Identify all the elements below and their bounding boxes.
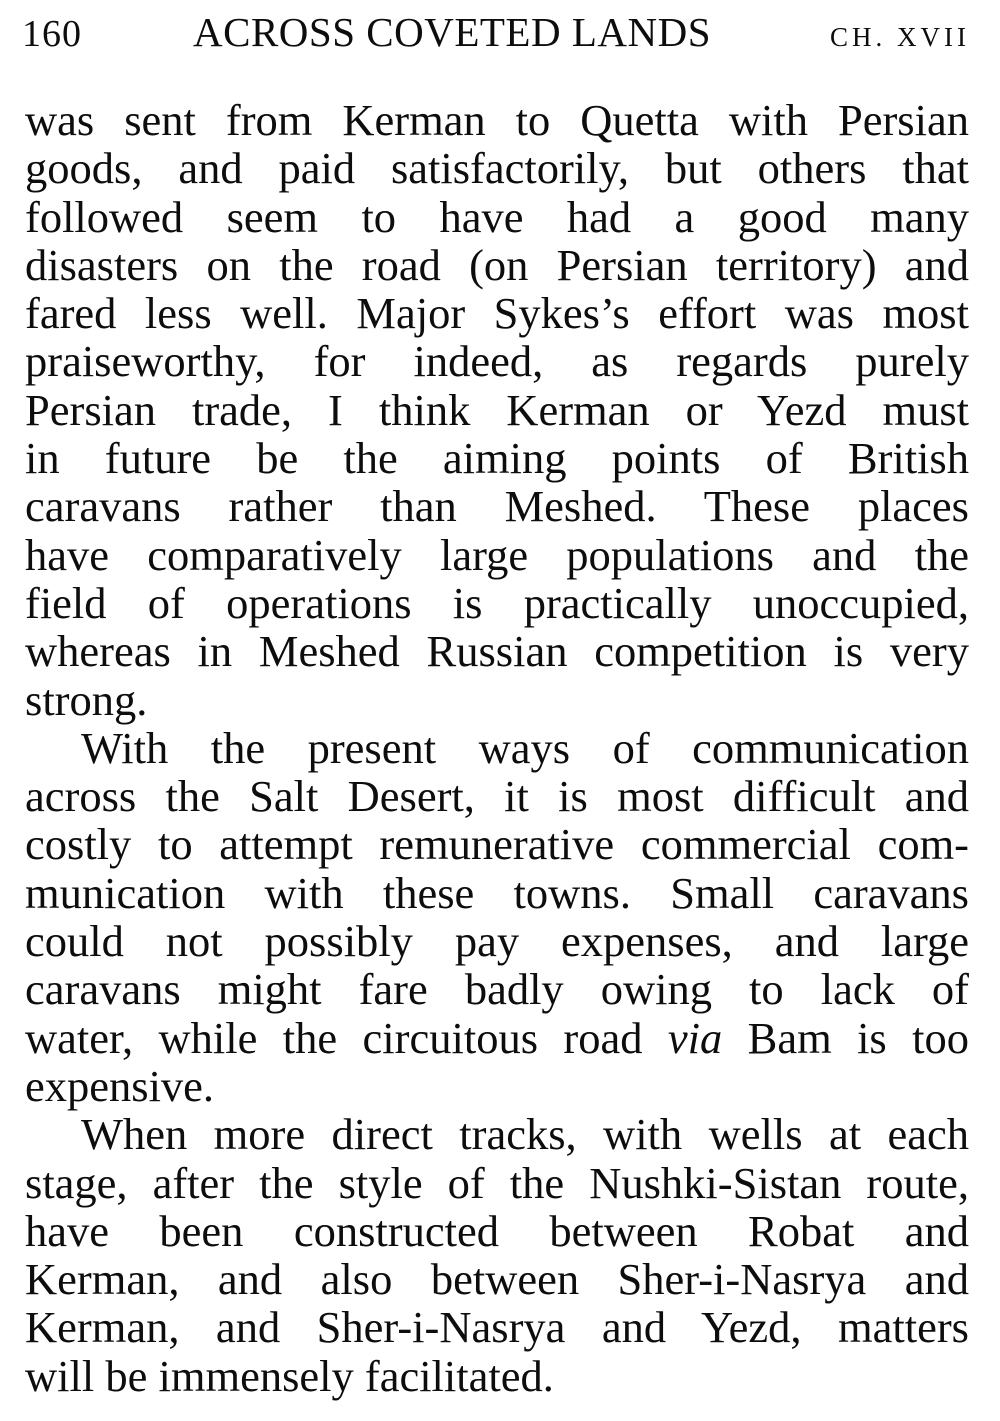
- text-line: expensive.: [25, 1060, 215, 1111]
- text-line-with-italic: [25, 1014, 969, 1062]
- paragraph-3: [25, 1110, 969, 1400]
- text-line: was sent from Kerman to Quetta with Persian: [25, 95, 969, 145]
- paragraph-2: [25, 724, 969, 1110]
- body-text: [25, 96, 969, 1400]
- text-line: caravans might fare badly owing to lack of: [25, 964, 969, 1015]
- text-line: stage, after the style of the Nushki-Sistan route,: [25, 1157, 969, 1208]
- text-segment: Bam is too: [722, 1012, 969, 1063]
- text-line: followed seem to have had a good many: [25, 191, 969, 242]
- text-line: strong.: [25, 674, 148, 725]
- text-line: whereas in Meshed Russian competition is very: [25, 626, 969, 677]
- text-line: will be immensely facilitated.: [25, 1350, 554, 1401]
- text-line: could not possibly pay expenses, and large: [25, 916, 969, 967]
- text-segment: water, while the circuitous road: [25, 1012, 668, 1063]
- text-line: Persian trade, I think Kerman or Yezd must: [25, 384, 969, 435]
- text-line: caravans rather than Meshed. These places: [25, 481, 969, 532]
- text-line: in future be the aiming points of British: [25, 433, 969, 484]
- chapter-reference: CH. XVII: [830, 22, 970, 52]
- text-line: have been constructed between Robat and: [25, 1205, 969, 1256]
- text-line: fared less well. Major Sykes’s effort was most: [25, 288, 969, 339]
- running-title: ACROSS COVETED LANDS: [193, 9, 711, 55]
- text-line: Kerman, and also between Sher-i-Nasrya and: [25, 1254, 969, 1305]
- text-line: Kerman, and Sher-i-Nasrya and Yezd, matters: [25, 1302, 969, 1353]
- text-line: disasters on the road (on Persian territory) and: [25, 239, 969, 290]
- text-line: across the Salt Desert, it is most difficult and: [25, 771, 969, 822]
- text-line: field of operations is practically unoccupied,: [25, 577, 969, 628]
- paragraph-1: [25, 96, 969, 724]
- text-line: With the present ways of communication: [81, 722, 969, 773]
- text-line: costly to attempt remunerative commercial com-: [25, 819, 969, 870]
- text-line: munication with these towns. Small caravans: [25, 867, 969, 918]
- text-line: praiseworthy, for indeed, as regards purely: [25, 336, 969, 387]
- page-number: 160: [22, 13, 82, 55]
- text-line: have comparatively large populations and the: [25, 529, 969, 580]
- running-header: [22, 8, 970, 60]
- text-line: When more direct tracks, with wells at each: [81, 1109, 969, 1160]
- text-line: goods, and paid satisfactorily, but others that: [25, 143, 969, 194]
- italic-word: via: [667, 1012, 723, 1063]
